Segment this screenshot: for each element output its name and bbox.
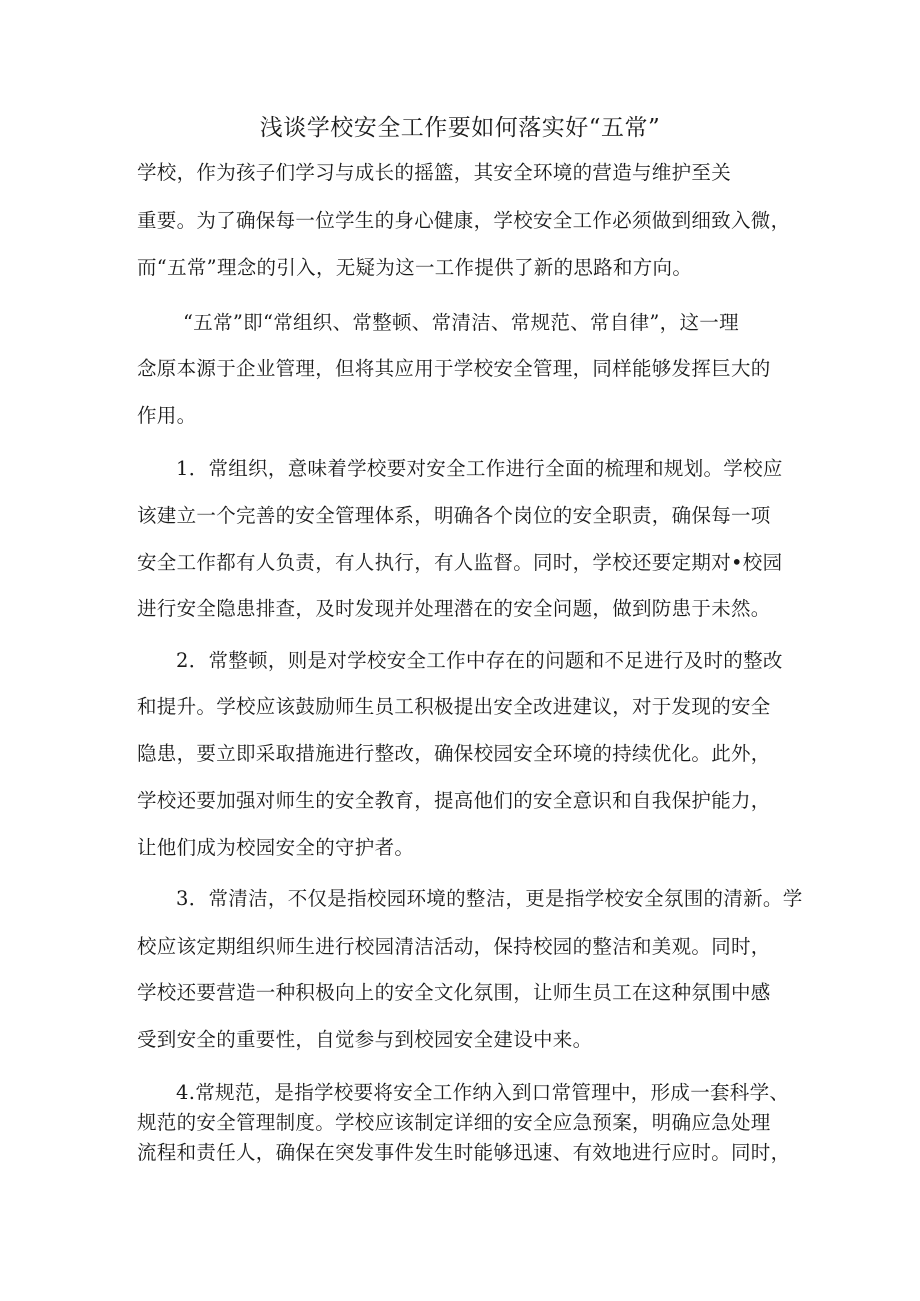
paragraph-line: 学校，作为孩子们学习与成长的摇篮，其安全环境的营造与维护至关 <box>137 161 732 184</box>
paragraph-line: 流程和责任人，确保在突发事件发生时能够迅速、有效地进行应时。同时， <box>137 1141 791 1164</box>
paragraph-line: 和提升。学校应该鼓励师生员工积极提出安全改进建议，对于发现的安全 <box>137 695 771 718</box>
paragraph-line: 4.常规范，是指学校要将安全工作纳入到口常管理中，形成一套科学、 <box>176 1081 790 1104</box>
paragraph-line: 进行安全隐患排查，及时发现并处理潜在的安全问题，做到防患于未然。 <box>137 597 771 620</box>
paragraph-line: 安全工作都有人负责，有人执行，有人监督。同时，学校还要定期对•校园 <box>137 551 783 574</box>
paragraph-line: 该建立一个完善的安全管理体系，明确各个岗位的安全职责，确保每一项 <box>137 504 771 527</box>
paragraph-line: 让他们成为校园安全的守护者。 <box>137 836 415 859</box>
paragraph-line: 念原本源于企业管理，但将其应用于学校安全管理，同样能够发挥巨大的 <box>137 357 771 380</box>
paragraph-line: 2．常整顿，则是对学校安全工作中存在的问题和不足进行及时的整改 <box>176 649 783 672</box>
paragraph-line: 学校还要营造一种积极向上的安全文化氛围，让师生员工在这种氛围中感 <box>137 981 771 1004</box>
paragraph-line: 校应该定期组织师生进行校园清洁活动，保持校园的整洁和美观。同时， <box>137 935 771 958</box>
paragraph-line: “五常”即“常组织、常整顿、常清洁、常规范、常自律”，这一理 <box>183 311 739 334</box>
paragraph-line: 重要。为了确保每一位学生的身心健康，学校安全工作必须做到细致入微， <box>137 209 791 232</box>
paragraph-line: 而“五常”理念的引入，无疑为这一工作提供了新的思路和方向。 <box>137 256 693 279</box>
paragraph-line: 隐患，要立即采取措施进行整改，确保校园安全环境的持续优化。此外， <box>137 742 771 765</box>
document-title: 浅谈学校安全工作要如何落实好“五常” <box>259 115 661 141</box>
paragraph-line: 规范的安全管理制度。学校应该制定详细的安全应急预案，明确应急处理 <box>137 1111 771 1134</box>
paragraph-line: 3．常清洁，不仅是指校园环境的整洁，更是指学校安全氛围的清新。学 <box>176 887 803 910</box>
paragraph-line: 作用。 <box>137 404 197 427</box>
paragraph-line: 1．常组织，意味着学校要对安全工作进行全面的梳理和规划。学校应 <box>176 457 783 480</box>
paragraph-line: 学校还要加强对师生的安全教育，提高他们的安全意识和自我保护能力， <box>137 789 771 812</box>
paragraph-line: 受到安全的重要性，自觉参与到校园安全建设中来。 <box>137 1028 593 1051</box>
